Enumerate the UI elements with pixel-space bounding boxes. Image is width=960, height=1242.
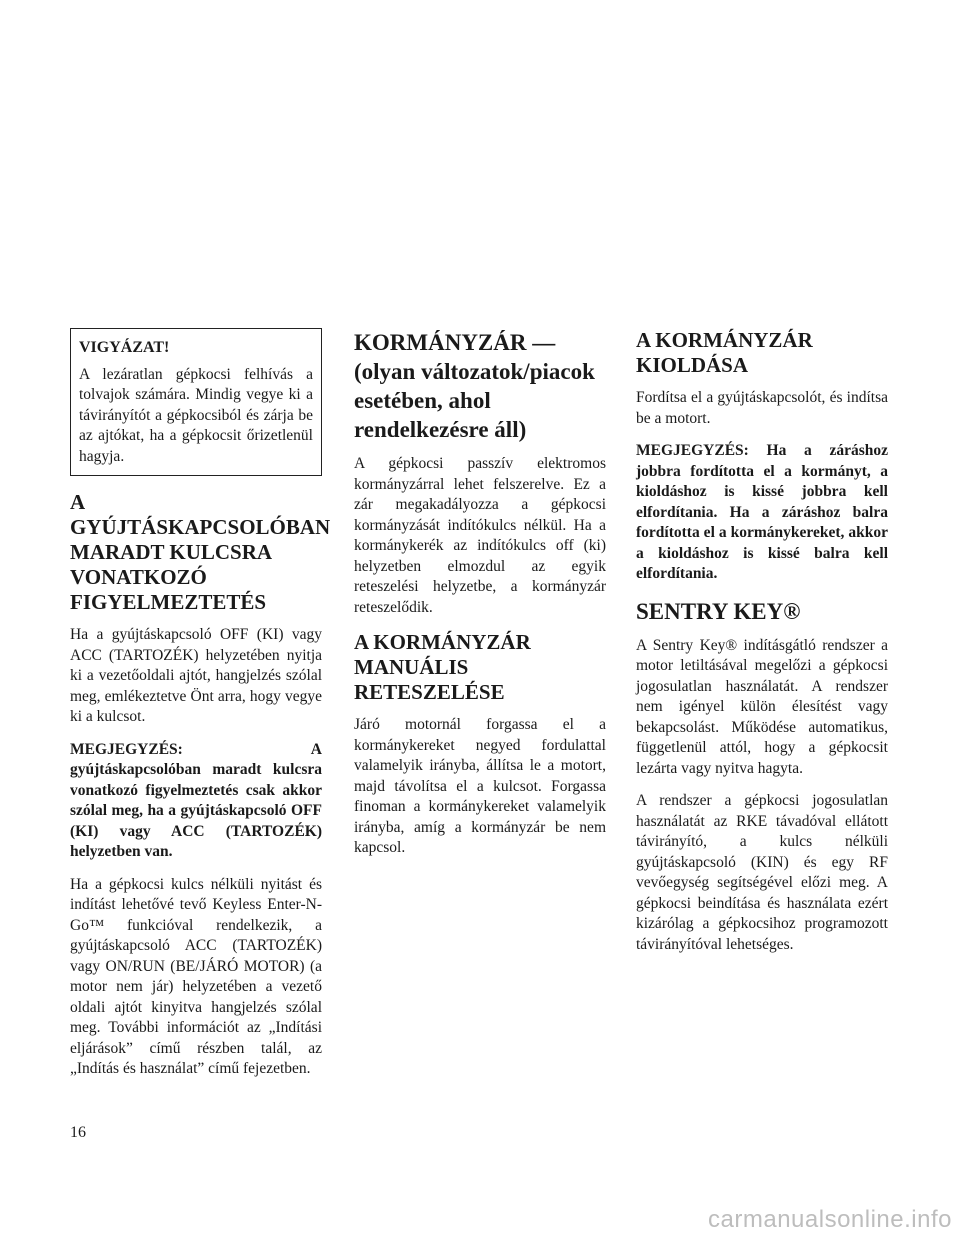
column-3: [636, 328, 888, 967]
key-warning-paragraph-2: Ha a gépkocsi kulcs nélküli nyitást és indítást lehetővé tevő Keyless Enter-N-Go™ funkcióval rendelkezik, a gyújtáskapcsoló ACC (TARTOZÉK) vagy ON/RUN (BE/JÁRÓ MOTOR) (a motor nem jár) helyzetében a vezető oldali ajtót kinyitva hangjelzés szólal meg. További információt az „Indítási eljárások” című részben talál, az „Indítás és használat” című fejezetben.: [70, 875, 322, 1077]
watermark: carmanualsonline.info: [708, 1206, 952, 1233]
column-1: [70, 328, 331, 1092]
manual-lock-paragraph: Járó motornál forgassa el a kormánykereket negyed fordulattal valamelyik irányba, állítsa le a motort, majd távolítsa el a kulcsot. Forgassa finoman a kormánykereket valamelyik irányba, amíg a kormányzár be nem kapcsol.: [354, 716, 606, 856]
page-number: 16: [70, 1124, 86, 1141]
sentry-paragraph-2: A rendszer a gépkocsi jogosulatlan használatát az RKE távadóval ellátott távirányító, a kulcs nélküli gyújtáskapcsoló (KIN) és egy RF vevőegység segítségével előzi meg. A gépkocsi beindítása és használata ezért kizárólag a gépkocsihoz programozott távirányítóval lehetséges.: [636, 792, 888, 953]
heading-key-warning: A GYÚJTÁSKAPCSOLÓBAN MARADT KULCSRA VONATKOZÓ FIGYELMEZTETÉS: [70, 490, 331, 614]
heading-sentry-key: SENTRY KEY®: [636, 598, 801, 624]
caution-text: A lezáratlan gépkocsi felhívás a tolvajok számára. Mindig vegye ki a távirányítót a gépkocsiból és zárja be az ajtókat, ha a gépkocsit őrizetlenül hagyja.: [79, 365, 313, 465]
unlock-paragraph: Fordítsa el a gyújtáskapcsolót, és indítsa be a motort.: [636, 389, 888, 427]
caution-box: [70, 328, 322, 476]
heading-manual-lock: A KORMÁNYZÁR MANUÁLIS RETESZELÉSE: [354, 630, 531, 704]
key-warning-note: MEGJEGYZÉS: A gyújtáskapcsolóban maradt kulcsra vonatkozó figyelmeztetés csak akkor szólal meg, ha a gyújtáskapcsoló OFF (KI) vagy ACC (TARTOZÉK) helyzetben van.: [70, 740, 322, 860]
heading-steering-lock: KORMÁNYZÁR — (olyan változatok/piacok esetében, ahol rendelkezésre áll): [354, 330, 595, 442]
steering-lock-paragraph: A gépkocsi passzív elektromos kormányzárral lehet felszerelve. Ez a zár megakadályozza a gépkocsi kormányzását indítókulcs nélkül. Ha a kormánykerék az indítókulcs off (ki) helyzetben elmozdul az egyik reteszelési helyzetbe, a kormányzár reteszelődik.: [354, 455, 606, 616]
caution-title: VIGYÁZAT!: [79, 339, 170, 356]
key-warning-paragraph-1: Ha a gyújtáskapcsoló OFF (KI) vagy ACC (TARTOZÉK) helyzetében nyitja ki a vezetőoldali ajtót, hangjelzés szólal meg, emlékeztetve Önt arra, hogy vegye ki a kulcsot.: [70, 626, 322, 725]
heading-unlock: A KORMÁNYZÁR KIOLDÁSA: [636, 328, 813, 377]
column-2: [354, 328, 606, 871]
unlock-note: MEGJEGYZÉS: Ha a záráshoz jobbra fordította el a kormányt, a kioldáshoz is kissé jobbra kell elfordítania. Ha a záráshoz balra fordította el a kormánykereket, akkor a kioldáshoz is kissé balra kell elfordítania.: [636, 442, 888, 582]
sentry-paragraph-1: A Sentry Key® indításgátló rendszer a motor letiltásával megelőzi a gépkocsi jogosulatlan használatát. A rendszer nem igényel külön élesítést vagy bekapcsolást. Működése automatikus, függetlenül attól, hogy a gépkocsit lezárta vagy nyitva hagyta.: [636, 636, 888, 777]
